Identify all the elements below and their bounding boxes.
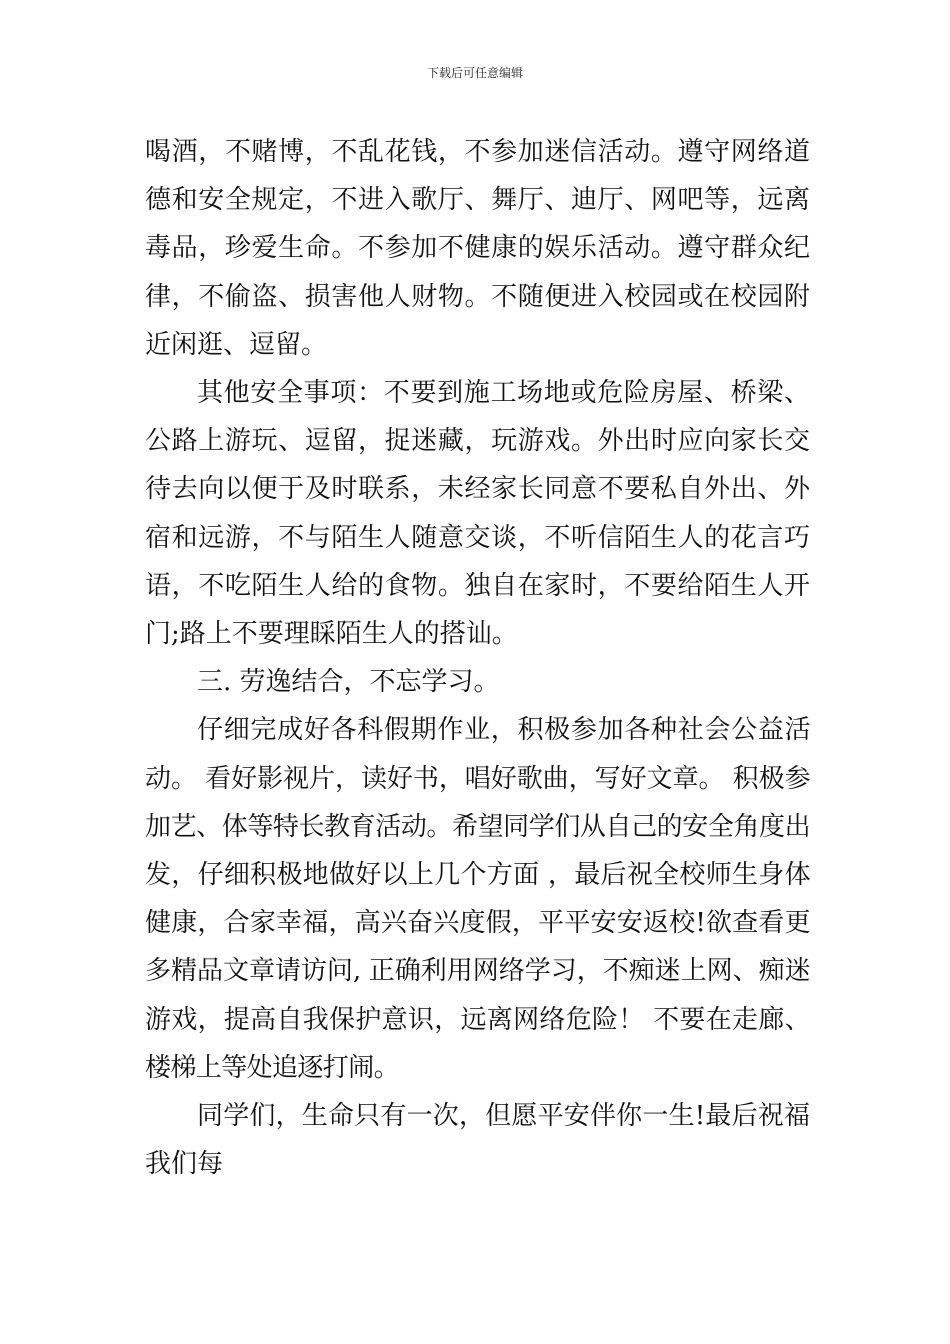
paragraph-closing: 同学们，生命只有一次，但愿平安伴你一生!最后祝福我们每 [145,1101,810,1180]
section-heading-study: 三. 劳逸结合，不忘学习。 [197,667,500,698]
page-header-note: 下载后可任意编辑 [426,66,523,80]
paragraph-other-safety: 其他安全事项：不要到施工场地或危险房屋、桥梁、公路上游玩、逗留，捉迷藏，玩游戏。外出时应向家长交待去向以便于及时联系，未经家长同意不要私自外出、外宿和远游，不与陌生人随意交谈，不听信陌生人的花言巧语，不吃陌生人给的食物。独自在家时，不要给陌生人开门;路上不要理睬陌生人的搭讪。 [145,378,810,650]
paragraph-homework: 仔细完成好各科假期作业，积极参加各种社会公益活动。 看好影视片，读好书，唱好歌曲，写好文章。 积极参加艺、体等特长教育活动。希望同学们从自己的安全角度出发，仔细积极地做好以上几个方面 ，最后祝全校师生身体健康，合家幸福，高兴奋兴度假，平平安安返校!欲查看更多精品文章请访问, 正确利用网络学习，不痴迷上网、痴迷游戏，提高自我保护意识，远离网络危险！ 不要在走廊、楼梯上等处追逐打闹。 [145,715,810,1083]
document-body [145,128,810,1188]
paragraph-discipline: 喝酒，不赌博，不乱花钱，不参加迷信活动。遵守网络道德和安全规定，不进入歌厅、舞厅、迪厅、网吧等，远离毒品，珍爱生命。不参加不健康的娱乐活动。遵守群众纪律，不偷盗、损害他人财物。不随便进入校园或在校园附近闲逛、逗留。 [145,137,810,360]
